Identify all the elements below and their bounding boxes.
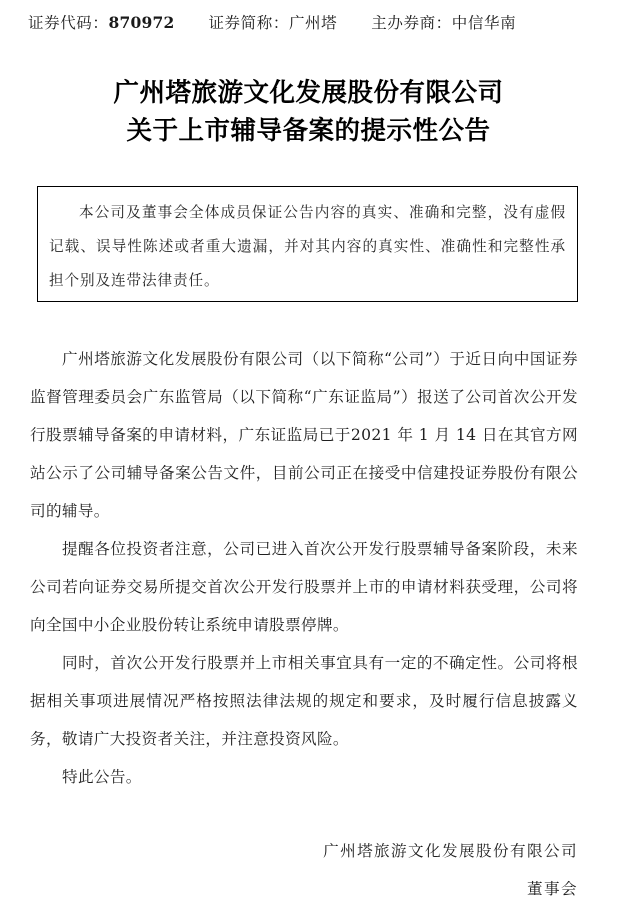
body-paragraph-3: 同时，首次公开发行股票并上市相关事宜具有一定的不确定性。公司将根据相关事项进展情况严格按照法律法规的规定和要求，及时履行信息披露义务，敬请广大投资者关注，并注意投资风险。 xyxy=(30,654,578,748)
security-abbr-label: 证券简称： xyxy=(208,14,289,32)
sponsor-broker-label: 主办券商： xyxy=(371,14,452,32)
security-code-value: 870972 xyxy=(108,13,175,32)
body-paragraph-1: 广州塔旅游文化发展股份有限公司（以下简称“公司”）于近日向中国证券监督管理委员会广东监管局（以下简称“广东证监局”）报送了公司首次公开发行股票辅导备案的申请材料，广东证监局已于2021 年 1 月 14 日在其官方网站公示了公司辅导备案公告文件，目前公司正在接受中信建投证券股份有限公司的辅导。 xyxy=(30,350,578,520)
page-title xyxy=(0,74,617,150)
security-code-group xyxy=(28,12,174,34)
security-abbr-group xyxy=(208,12,337,34)
security-header xyxy=(28,12,588,34)
security-code-label: 证券代码： xyxy=(28,14,109,32)
signature-block xyxy=(30,832,578,908)
page-title-line-1: 广州塔旅游文化发展股份有限公司 xyxy=(113,78,504,108)
signature-board-name: 董事会 xyxy=(527,880,578,898)
sponsor-broker-value: 中信华南 xyxy=(451,14,517,32)
body-closing-statement: 特此公告。 xyxy=(62,768,142,786)
sponsor-broker-group xyxy=(371,12,516,34)
disclaimer-text: 本公司及董事会全体成员保证公告内容的真实、准确和完整，没有虚假记载、误导性陈述或者重大遗漏，并对其内容的真实性、准确性和完整性承担个别及连带法律责任。 xyxy=(49,204,566,289)
signature-company-name: 广州塔旅游文化发展股份有限公司 xyxy=(323,842,578,860)
body-paragraph-2: 提醒各位投资者注意，公司已进入首次公开发行股票辅导备案阶段，未来公司若向证券交易所提交首次公开发行股票并上市的申请材料获受理，公司将向全国中小企业股份转让系统申请股票停牌。 xyxy=(30,540,578,634)
page-title-line-2: 关于上市辅导备案的提示性公告 xyxy=(126,116,491,146)
disclaimer-box xyxy=(37,186,578,302)
announcement-body xyxy=(30,340,578,796)
security-abbr-value: 广州塔 xyxy=(288,14,338,32)
